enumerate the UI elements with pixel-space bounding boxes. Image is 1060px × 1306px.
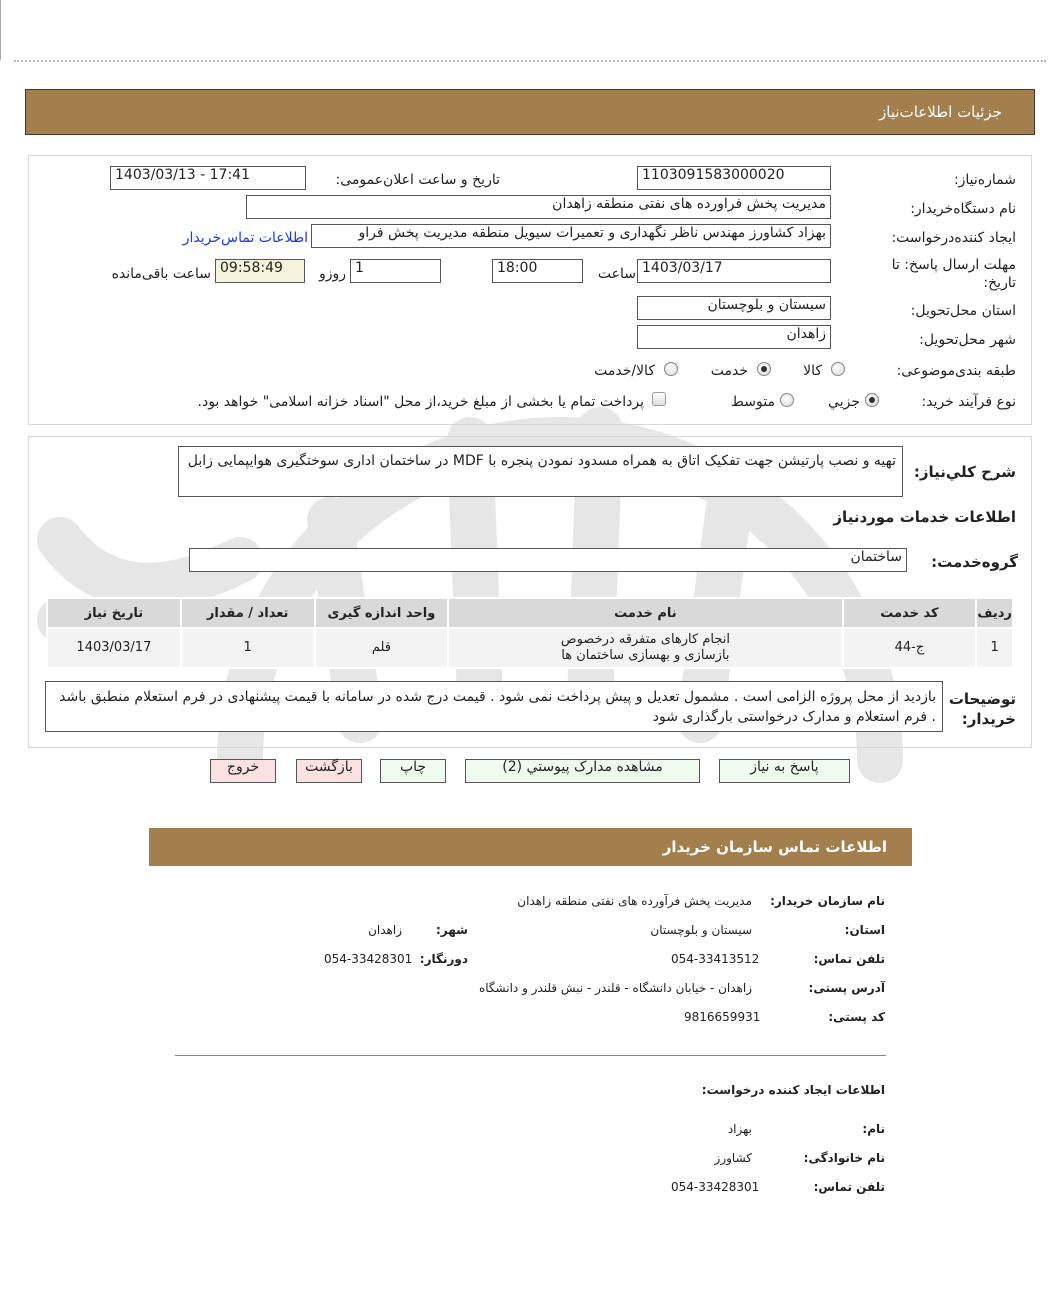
announce-date-field: 1403/03/13 - 17:41 xyxy=(110,166,306,190)
view-attachments-button[interactable]: مشاهده مدارک پیوستي (2) xyxy=(465,759,700,783)
city-field: زاهدان xyxy=(637,325,831,349)
process-option-medium: متوسط xyxy=(731,394,775,410)
contact-divider xyxy=(175,1055,886,1056)
payment-note: پرداخت تمام یا بخشی از مبلغ خرید،از محل "اسناد خزانه اسلامی" خواهد بود. xyxy=(197,394,644,410)
process-option-minor: جزیي xyxy=(828,394,860,410)
creator-last-name-label: نام خانوادگی: xyxy=(803,1151,885,1165)
creator-label: ایجاد کننده‌درخواست: xyxy=(891,230,1016,246)
service-group-field: ساختمان xyxy=(189,548,907,572)
buyer-contact-link[interactable]: اطلاعات تماس‌خریدار xyxy=(182,230,308,246)
service-group-label: گروه‌خدمت: xyxy=(931,553,1018,571)
process-label: نوع فرآیند خرید: xyxy=(921,394,1016,410)
process-radio-medium[interactable] xyxy=(780,393,794,407)
category-option-goods: کالا xyxy=(803,363,822,379)
page-header xyxy=(25,89,1035,135)
buyer-org-field: مدیریت پخش فراورده های نفتی منطقه زاهدان xyxy=(246,195,831,219)
cell-need-date: 1403/03/17 xyxy=(48,629,180,667)
services-section-title: اطلاعات خدمات موردنیاز xyxy=(833,508,1016,526)
city-label: شهر محل‌تحویل: xyxy=(919,332,1016,348)
creator-info-title: اطلاعات ایجاد کننده درخواست: xyxy=(701,1083,885,1097)
days-label: روزو xyxy=(318,266,346,282)
buyer-notes-text: بازدید از محل پروژه الزامی است . مشمول تعدیل و پیش پرداخت نمی شود . قیمت درج شده در سامانه با قیمت پیشنهادی در فرم استعلام منطبق باشد . فرم استعلام و مدارک درخواستی بارگذاری شود xyxy=(45,681,943,732)
deadline-label-date: تاریخ: xyxy=(983,275,1016,291)
creator-first-name-value: بهزاد xyxy=(727,1122,752,1136)
category-label: طبقه بندی‌موضوعی: xyxy=(896,363,1016,379)
contact-section-header xyxy=(149,828,912,866)
summary-label: شرح کلي‌نیاز: xyxy=(913,463,1016,481)
category-radio-service[interactable] xyxy=(757,362,771,376)
contact-province-value: سیستان و بلوچستان xyxy=(650,923,752,937)
announce-date-label: تاریخ و ساعت اعلان‌عمومی: xyxy=(335,172,500,188)
contact-org-label: نام سازمان خریدار: xyxy=(770,894,885,908)
divider xyxy=(14,60,1046,62)
process-radio-minor[interactable] xyxy=(865,393,879,407)
buyer-notes-label: توضیحات xyxy=(948,690,1016,708)
cell-unit: قلم xyxy=(316,629,448,667)
print-button[interactable]: چاپ xyxy=(380,759,446,783)
cell-service-name: انجام کارهای متفرقه درخصوص بازسازی و بهسازی ساختمان ها xyxy=(449,629,841,667)
back-button[interactable]: بازگشت xyxy=(296,759,362,783)
contact-city-label: شهر: xyxy=(436,923,468,937)
col-row: ردیف xyxy=(977,599,1012,627)
cell-row: 1 xyxy=(977,629,1012,667)
contact-city-value: زاهدان xyxy=(368,923,402,937)
contact-section-title: اطلاعات تماس سازمان خریدار xyxy=(662,838,887,856)
page-title: جزئیات اطلاعات‌نیاز xyxy=(879,103,1002,121)
reply-button[interactable]: پاسخ به نیاز xyxy=(719,759,850,783)
contact-address-value: زاهدان - خیابان دانشگاه - قلندر - نبش قلندر و دانشگاه xyxy=(478,981,752,995)
remaining-label: ساعت باقی‌مانده xyxy=(111,266,211,282)
contact-phone-value: 054-33413512 xyxy=(671,952,760,966)
creator-field: بهزاد کشاورز مهندس ناظر نگهداری و تعمیرات سیویل منطقه مدیریت پخش فراو xyxy=(311,224,831,248)
col-unit: واحد اندازه گیری xyxy=(316,599,448,627)
cell-quantity: 1 xyxy=(182,629,314,667)
contact-phone-label: تلفن تماس: xyxy=(813,952,885,966)
contact-province-label: استان: xyxy=(844,923,885,937)
buyer-notes-label-2: خریدار: xyxy=(961,710,1016,728)
table-header-row xyxy=(48,599,1012,627)
remaining-time-field: 09:58:49 xyxy=(215,259,305,283)
deadline-label: مهلت ارسال پاسخ: تا xyxy=(891,257,1016,273)
deadline-date-field: 1403/03/17 xyxy=(637,259,831,283)
province-field: سیستان و بلوچستان xyxy=(637,296,831,320)
category-radio-goods-service[interactable] xyxy=(664,362,678,376)
buyer-org-label: نام دستگاه‌خریدار: xyxy=(910,201,1016,217)
creator-last-name-value: کشاورز xyxy=(714,1151,752,1165)
need-number-label: شماره‌نیاز: xyxy=(953,172,1016,188)
category-option-goods-service: کالا/خدمت xyxy=(594,363,655,379)
deadline-time-field: 18:00 xyxy=(492,259,583,283)
col-quantity: تعداد / مقدار xyxy=(182,599,314,627)
category-radio-goods[interactable] xyxy=(831,362,845,376)
contact-org-value: مدیریت پخش فرآورده های نفتی منطقه زاهدان xyxy=(517,894,752,908)
creator-first-name-label: نام: xyxy=(862,1122,885,1136)
creator-phone-value: 054-33428301 xyxy=(671,1180,760,1194)
contact-postal-value: 9816659931 xyxy=(684,1010,761,1024)
col-need-date: تاریخ نیاز xyxy=(48,599,180,627)
summary-text: تهیه و نصب پارتیشن جهت تفکیک اتاق به همراه مسدود نمودن پنجره با MDF در ساختمان اداری سوختگیری هوایپمایی زابل xyxy=(178,446,903,497)
need-number-field: 1103091583000020 xyxy=(637,166,831,190)
col-service-code: کد خدمت xyxy=(844,599,976,627)
exit-button[interactable]: خروج xyxy=(210,759,276,783)
category-option-service: خدمت xyxy=(710,363,748,379)
contact-address-label: آدرس پستی: xyxy=(808,981,885,995)
contact-fax-value: 054-33428301 xyxy=(324,952,413,966)
table-row xyxy=(48,629,1012,667)
contact-postal-label: کد پستی: xyxy=(828,1010,885,1024)
col-service-name: نام خدمت xyxy=(449,599,841,627)
days-remaining-field: 1 xyxy=(350,259,441,283)
frame-edge xyxy=(0,0,1,60)
cell-service-code: ج-44 xyxy=(844,629,976,667)
services-table xyxy=(46,597,1014,669)
deadline-time-label-text: ساعت xyxy=(597,266,636,282)
treasury-payment-checkbox[interactable] xyxy=(652,392,666,406)
province-label: استان محل‌تحویل: xyxy=(910,303,1016,319)
contact-fax-label: دورنگار: xyxy=(419,952,468,966)
creator-phone-label: تلفن تماس: xyxy=(813,1180,885,1194)
